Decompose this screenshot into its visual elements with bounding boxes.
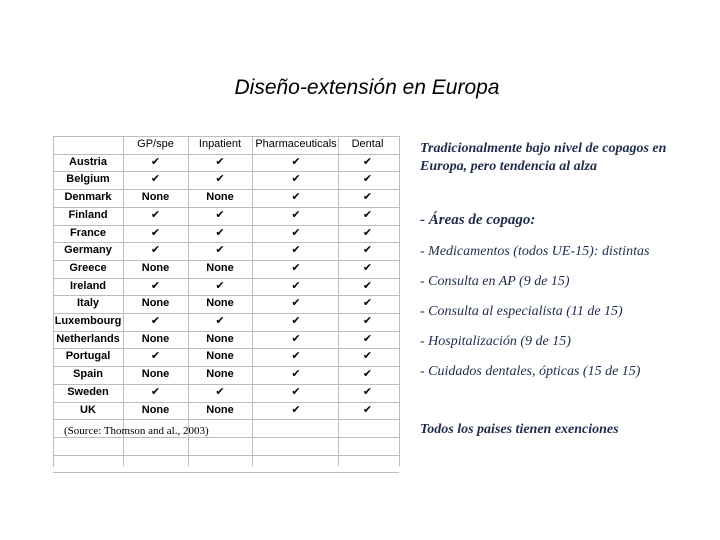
cell-country: Finland <box>68 208 108 221</box>
notes-areas-heading: - Áreas de copago: <box>420 212 536 228</box>
cell-country: Belgium <box>66 173 110 186</box>
cell-inpatient: ✔ <box>215 315 225 327</box>
cell-dental: ✔ <box>362 350 373 363</box>
cell-inpatient: ✔ <box>215 279 225 292</box>
cell-gp-spe: None <box>141 297 170 310</box>
cell-inpatient: ✔ <box>215 244 225 257</box>
cell-dental: ✔ <box>362 279 373 292</box>
cell-inpatient: ✔ <box>215 385 225 398</box>
table-row <box>53 313 399 331</box>
cell-country: Spain <box>73 368 103 381</box>
cell-inpatient: ✔ <box>215 155 225 168</box>
table-row <box>53 348 399 366</box>
table-row <box>53 366 399 384</box>
cell-dental: ✔ <box>362 173 373 186</box>
table-row <box>53 242 399 260</box>
cell-dental: ✔ <box>362 208 373 221</box>
cell-gp-spe: ✔ <box>150 315 161 327</box>
grid-line-horizontal <box>53 419 399 420</box>
table-row <box>53 402 399 420</box>
cell-inpatient: ✔ <box>215 208 225 221</box>
cell-country: France <box>69 226 107 239</box>
cell-pharmaceuticals: ✔ <box>291 155 301 168</box>
header-country <box>53 136 123 154</box>
cell-gp-spe: None <box>141 332 170 345</box>
cell-pharmaceuticals: ✔ <box>291 261 301 274</box>
cell-country: Luxembourg <box>54 315 122 327</box>
cell-gp-spe: None <box>141 191 170 204</box>
table-row <box>53 154 399 172</box>
cell-dental: ✔ <box>362 155 373 168</box>
cell-inpatient: None <box>206 332 234 345</box>
header-inpatient: Inpatient <box>198 138 242 150</box>
cell-pharmaceuticals: ✔ <box>291 368 301 381</box>
cell-dental: ✔ <box>362 403 373 416</box>
cell-inpatient: None <box>206 191 234 204</box>
table-row <box>53 189 399 207</box>
notes-bullet: - Cuidados dentales, ópticas (15 de 15) <box>420 364 641 379</box>
cell-pharmaceuticals: ✔ <box>291 315 301 327</box>
cell-inpatient: None <box>206 297 234 310</box>
cell-dental: ✔ <box>362 226 373 239</box>
cell-country: Italy <box>76 297 99 310</box>
table-row <box>53 207 399 225</box>
cell-gp-spe: ✔ <box>150 208 161 221</box>
table-header-row <box>53 136 399 154</box>
cell-dental: ✔ <box>362 297 373 310</box>
cell-dental: ✔ <box>362 191 373 204</box>
table-row <box>53 295 399 313</box>
cell-country: Netherlands <box>56 332 120 345</box>
cell-country: Portugal <box>65 350 111 363</box>
cell-pharmaceuticals: ✔ <box>291 350 301 363</box>
slide-title: Diseño-extensión en Europa <box>234 76 500 99</box>
table-row <box>53 331 399 349</box>
notes-bullet: - Consulta en AP (9 de 15) <box>420 274 570 289</box>
table-row <box>53 278 399 296</box>
cell-dental: ✔ <box>362 261 373 274</box>
cell-gp-spe: ✔ <box>150 385 161 398</box>
notes-bullet: - Medicamentos (todos UE-15): distintas <box>420 244 650 259</box>
notes-bullet: - Hospitalización (9 de 15) <box>420 334 571 349</box>
cell-dental: ✔ <box>362 244 373 257</box>
cell-inpatient: None <box>206 261 234 274</box>
table-row <box>53 225 399 243</box>
notes-bullet: - Consulta al especialista (11 de 15) <box>420 304 623 319</box>
cell-pharmaceuticals: ✔ <box>291 332 301 345</box>
notes-footer: Todos los paises tienen exenciones <box>420 422 619 437</box>
cell-gp-spe: None <box>141 368 170 381</box>
grid-line-horizontal <box>53 455 399 456</box>
cell-dental: ✔ <box>362 385 373 398</box>
cell-pharmaceuticals: ✔ <box>291 226 301 239</box>
cell-gp-spe: None <box>141 261 170 274</box>
cell-gp-spe: ✔ <box>150 279 161 292</box>
cell-country: Greece <box>69 261 107 274</box>
cell-dental: ✔ <box>362 332 373 345</box>
cell-pharmaceuticals: ✔ <box>291 244 301 257</box>
cell-gp-spe: ✔ <box>150 350 161 363</box>
cell-pharmaceuticals: ✔ <box>291 279 301 292</box>
cell-gp-spe: ✔ <box>150 226 161 239</box>
table-source: (Source: Thomson and al., 2003) <box>64 425 209 437</box>
cell-country: UK <box>80 403 96 416</box>
cell-inpatient: None <box>206 403 234 416</box>
cell-gp-spe: None <box>141 403 170 416</box>
cell-inpatient: None <box>206 368 234 381</box>
cell-country: Austria <box>69 155 107 168</box>
cell-country: Denmark <box>64 191 112 204</box>
grid-line-horizontal <box>53 437 399 438</box>
header-dental: Dental <box>351 138 384 150</box>
cell-gp-spe: ✔ <box>150 173 161 186</box>
table-row <box>53 171 399 189</box>
cell-country: Ireland <box>69 279 107 292</box>
cell-pharmaceuticals: ✔ <box>291 385 301 398</box>
cell-inpatient: None <box>206 350 234 363</box>
cell-inpatient: ✔ <box>215 226 225 239</box>
cell-country: Germany <box>64 244 112 257</box>
cell-gp-spe: ✔ <box>150 155 161 168</box>
header-pharmaceuticals: Pharmaceuticals <box>255 138 337 150</box>
cell-gp-spe: ✔ <box>150 244 161 257</box>
table-row <box>53 384 399 402</box>
cell-pharmaceuticals: ✔ <box>291 191 301 204</box>
table-row <box>53 260 399 278</box>
cell-dental: ✔ <box>362 315 373 327</box>
cell-pharmaceuticals: ✔ <box>291 297 301 310</box>
cell-country: Sweden <box>67 385 109 398</box>
grid-line-horizontal <box>53 472 399 473</box>
notes-lead: Tradicionalmente bajo nivel de copagos en Europa, pero tendencia al alza <box>420 141 667 174</box>
cell-pharmaceuticals: ✔ <box>291 173 301 186</box>
header-gp-spe: GP/spe <box>137 138 174 150</box>
grid-line-vertical <box>399 136 400 466</box>
cell-pharmaceuticals: ✔ <box>291 403 301 416</box>
cell-dental: ✔ <box>362 368 373 381</box>
cell-pharmaceuticals: ✔ <box>291 208 301 221</box>
cell-inpatient: ✔ <box>215 173 225 186</box>
